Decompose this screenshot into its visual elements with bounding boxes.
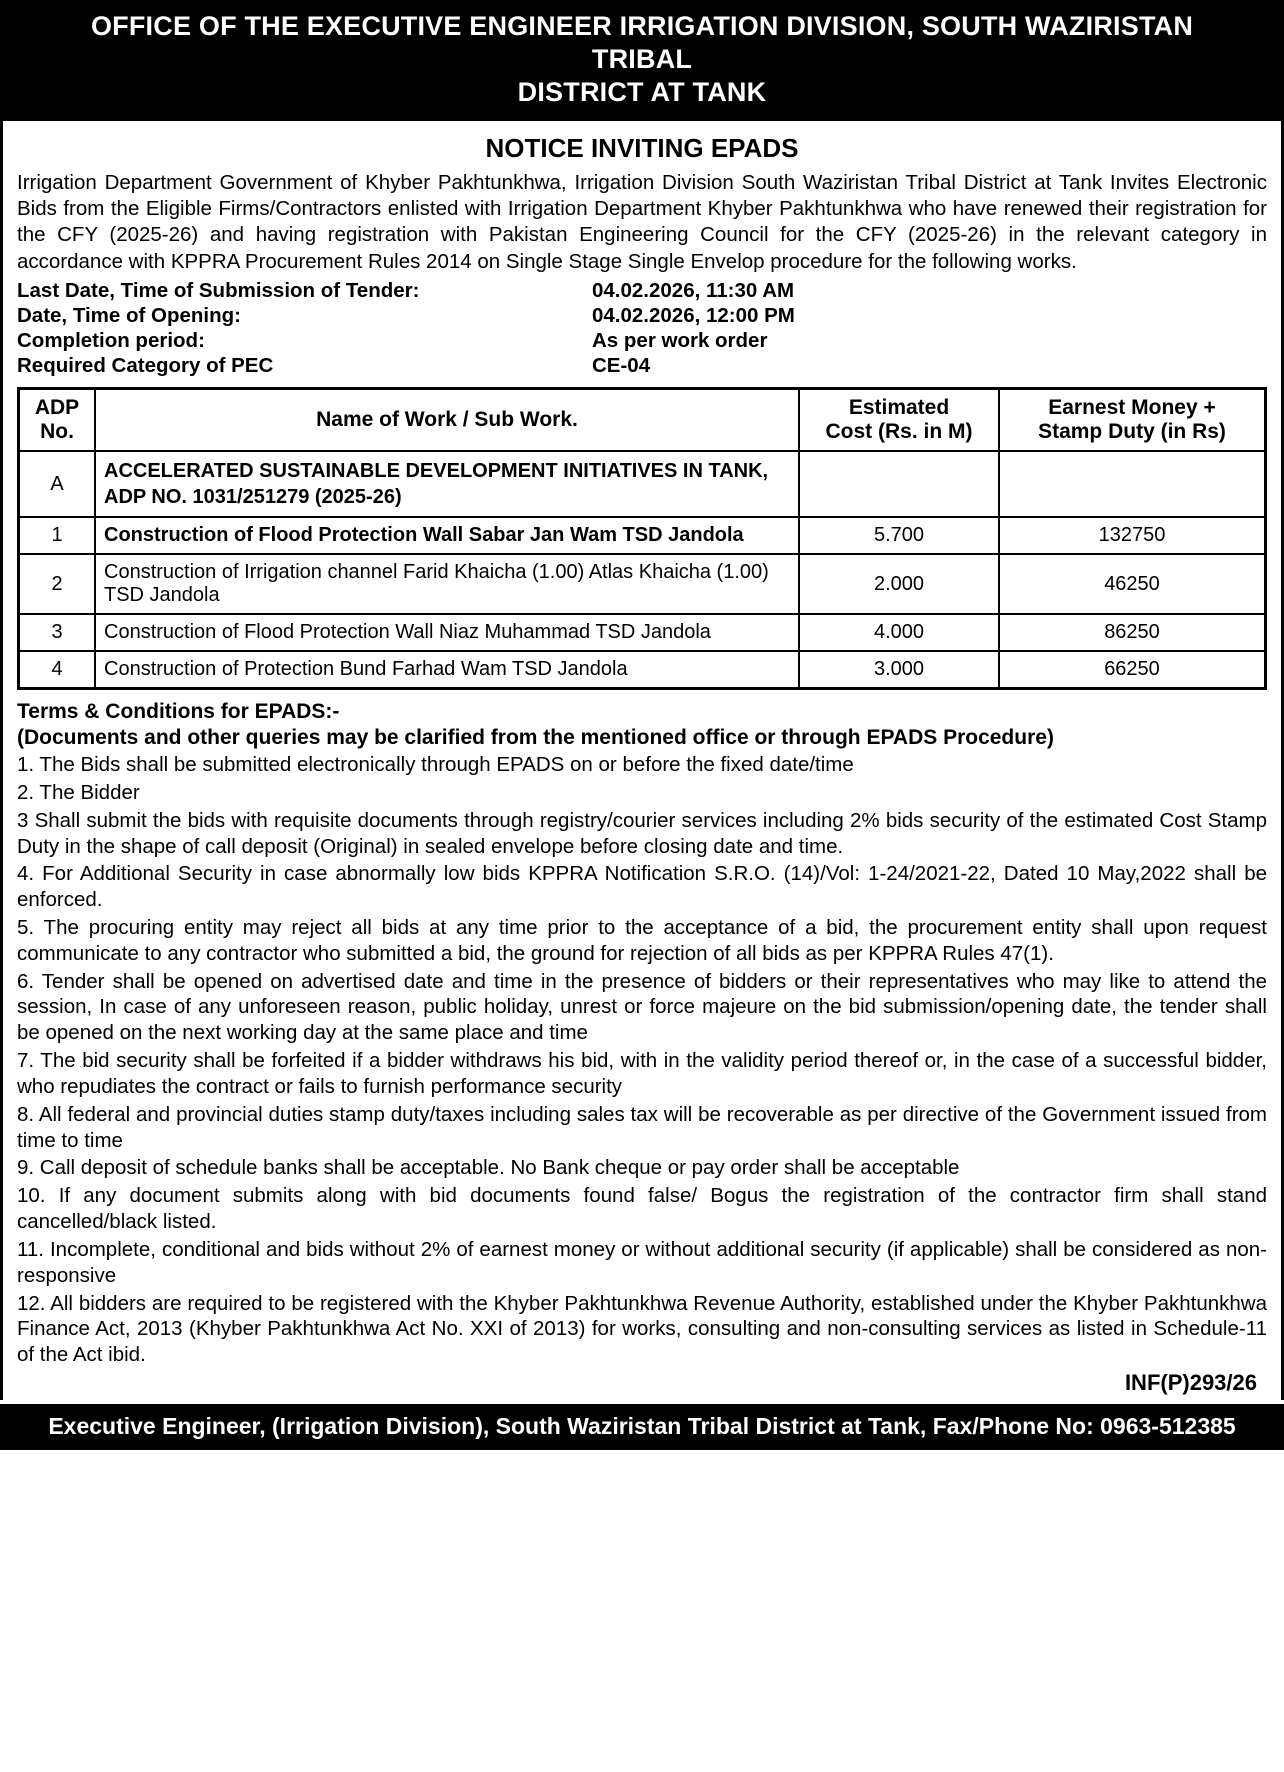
group-title: ACCELERATED SUSTAINABLE DEVELOPMENT INITIATIVES IN TANK, ADP NO. 1031/251279 (2025-26) (95, 451, 799, 517)
column-header-estimated-cost (799, 388, 999, 451)
table-row (19, 651, 1266, 689)
tender-schedule-table (17, 279, 1267, 379)
column-header-earnest-money (999, 388, 1266, 451)
row-adp-no: 3 (19, 614, 96, 651)
meta-row (17, 354, 1267, 379)
terms-item: 3 Shall submit the bids with requisite documents through registry/courier services including 2% bids security of the estimated Cost Stamp Duty in the shape of call deposit (Original) in sealed envelope before closing date and time. (17, 808, 1267, 858)
group-earnest-money (999, 451, 1266, 517)
table-row (19, 554, 1266, 614)
meta-row (17, 279, 1267, 304)
row-earnest-money: 86250 (999, 614, 1266, 651)
terms-item: 5. The procuring entity may reject all bids at any time prior to the acceptance of a bid, the procurement entity shall upon request communicate to any contractor who submitted a bid, the ground for rejection of all bids as per KPPRA Rules 47(1). (17, 916, 1267, 965)
meta-value: 04.02.2026, 12:00 PM (592, 303, 795, 327)
row-estimated-cost: 5.700 (799, 517, 999, 554)
meta-row (17, 329, 1267, 354)
table-row (19, 517, 1266, 554)
terms-item: 7. The bid security shall be forfeited if a bidder withdraws his bid, with in the validity period thereof or, in the case of a successful bidder, who repudiates the contract or fails to furnish performance security (17, 1049, 1267, 1098)
column-header-adp-line-2: No. (40, 419, 74, 443)
column-header-em-line-1: Earnest Money + (1048, 395, 1216, 419)
meta-value: 04.02.2026, 11:30 AM (592, 278, 795, 302)
column-header-adp-line-1: ADP (34, 395, 80, 419)
inf-reference-number: INF(P)293/26 (1124, 1370, 1257, 1396)
row-earnest-money: 132750 (999, 517, 1266, 554)
group-adp-no: A (19, 451, 96, 517)
works-table-header-row (19, 388, 1266, 451)
meta-row (17, 304, 1267, 329)
row-earnest-money: 66250 (999, 651, 1266, 689)
terms-item: 12. All bidders are required to be registered with the Khyber Pakhtunkhwa Revenue Authority, established under the Khyber Pakhtunkhwa Finance Act, 2013 (Khyber Pakhtunkhwa Act No. XXI of 2013) for works, consulting and non-consulting services as listed in Schedule-11 of the Act ibid. (17, 1291, 1267, 1367)
notice-body (0, 121, 1284, 1400)
column-header-cost-line-1: Estimated (848, 395, 950, 419)
row-name-of-work: Construction of Flood Protection Wall Sabar Jan Wam TSD Jandola (95, 517, 799, 554)
terms-subheading: (Documents and other queries may be clarified from the mentioned office or through EPADS Procedure) (17, 726, 1054, 750)
column-header-adp-no (19, 388, 96, 451)
meta-label: Completion period: (17, 328, 205, 352)
office-header-line-1: OFFICE OF THE EXECUTIVE ENGINEER IRRIGATION DIVISION, SOUTH WAZIRISTAN TRIBAL (90, 11, 1194, 74)
meta-label: Last Date, Time of Submission of Tender: (17, 278, 420, 302)
meta-value: As per work order (592, 328, 768, 352)
terms-item: 1. The Bids shall be submitted electronically through EPADS on or before the fixed date/time (17, 753, 854, 777)
terms-item: 6. Tender shall be opened on advertised date and time in the presence of bidders or their representatives who may like to attend the session, In case of any unforeseen reason, public holiday, unrest or force majeure on the bid submission/opening date, the tender shall be opened on the next working day at the same place and time (17, 969, 1267, 1045)
footer-contact-bar: Executive Engineer, (Irrigation Division), South Waziristan Tribal District at Tank, Fax/Phone No: 0963-512385 (0, 1404, 1284, 1450)
row-name-of-work: Construction of Protection Bund Farhad Wam TSD Jandola (95, 651, 799, 689)
group-cost (799, 451, 999, 517)
terms-item: 9. Call deposit of schedule banks shall be acceptable. No Bank cheque or pay order shall be acceptable (17, 1156, 960, 1180)
terms-item: 10. If any document submits along with bid documents found false/ Bogus the registration of the contractor firm shall stand cancelled/black listed. (17, 1184, 1267, 1234)
notice-intro-paragraph: Irrigation Department Government of Khyber Pakhtunkhwa, Irrigation Division South Waziristan Tribal District at Tank Invites Electronic Bids from the Eligible Firms/Contractors enlisted with Irrigation Department Khyber Pakhtunkhwa who have renewed their registration for the CFY (2025-26) and having registration with Pakistan Engineering Council for the CFY (2025-26) in the relevant category in accordance with KPPRA Procurement Rules 2014 on Single Stage Single Envelop procedure for the following works. (17, 170, 1267, 273)
meta-label: Date, Time of Opening: (17, 303, 241, 327)
row-name-of-work: Construction of Irrigation channel Farid Khaicha (1.00) Atlas Khaicha (1.00) TSD Jandola (95, 554, 799, 614)
table-row-group-heading (19, 451, 1266, 517)
row-estimated-cost: 2.000 (799, 554, 999, 614)
works-table (17, 387, 1267, 690)
terms-item: 4. For Additional Security in case abnormally low bids KPPRA Notification S.R.O. (14)/Vol: 1-24/2021-22, Dated 10 May,2022 shall be enforced. (17, 862, 1267, 912)
terms-item: 8. All federal and provincial duties stamp duty/taxes including sales tax will be recoverable as per directive of the Government issued from time to time (17, 1102, 1267, 1152)
row-adp-no: 4 (19, 651, 96, 689)
row-name-of-work: Construction of Flood Protection Wall Niaz Muhammad TSD Jandola (95, 614, 799, 651)
column-header-cost-line-2: Cost (Rs. in M) (825, 419, 973, 443)
column-header-em-line-2: Stamp Duty (in Rs) (1038, 419, 1226, 443)
column-header-name-of-work: Name of Work / Sub Work. (95, 388, 799, 451)
meta-label: Required Category of PEC (17, 353, 274, 377)
row-adp-no: 1 (19, 517, 96, 554)
office-header-line-2: DISTRICT AT TANK (517, 76, 767, 107)
terms-item: 2. The Bidder (17, 780, 140, 804)
terms-item: 11. Incomplete, conditional and bids without 2% of earnest money or without additional security (if applicable) shall be considered as non-responsive (17, 1237, 1267, 1287)
terms-heading: Terms & Conditions for EPADS:- (17, 700, 340, 724)
row-adp-no: 2 (19, 554, 96, 614)
notice-title: NOTICE INVITING EPADS (485, 132, 799, 163)
row-estimated-cost: 3.000 (799, 651, 999, 689)
table-row (19, 614, 1266, 651)
row-estimated-cost: 4.000 (799, 614, 999, 651)
row-earnest-money: 46250 (999, 554, 1266, 614)
meta-value: CE-04 (592, 353, 651, 377)
office-header (0, 0, 1284, 121)
